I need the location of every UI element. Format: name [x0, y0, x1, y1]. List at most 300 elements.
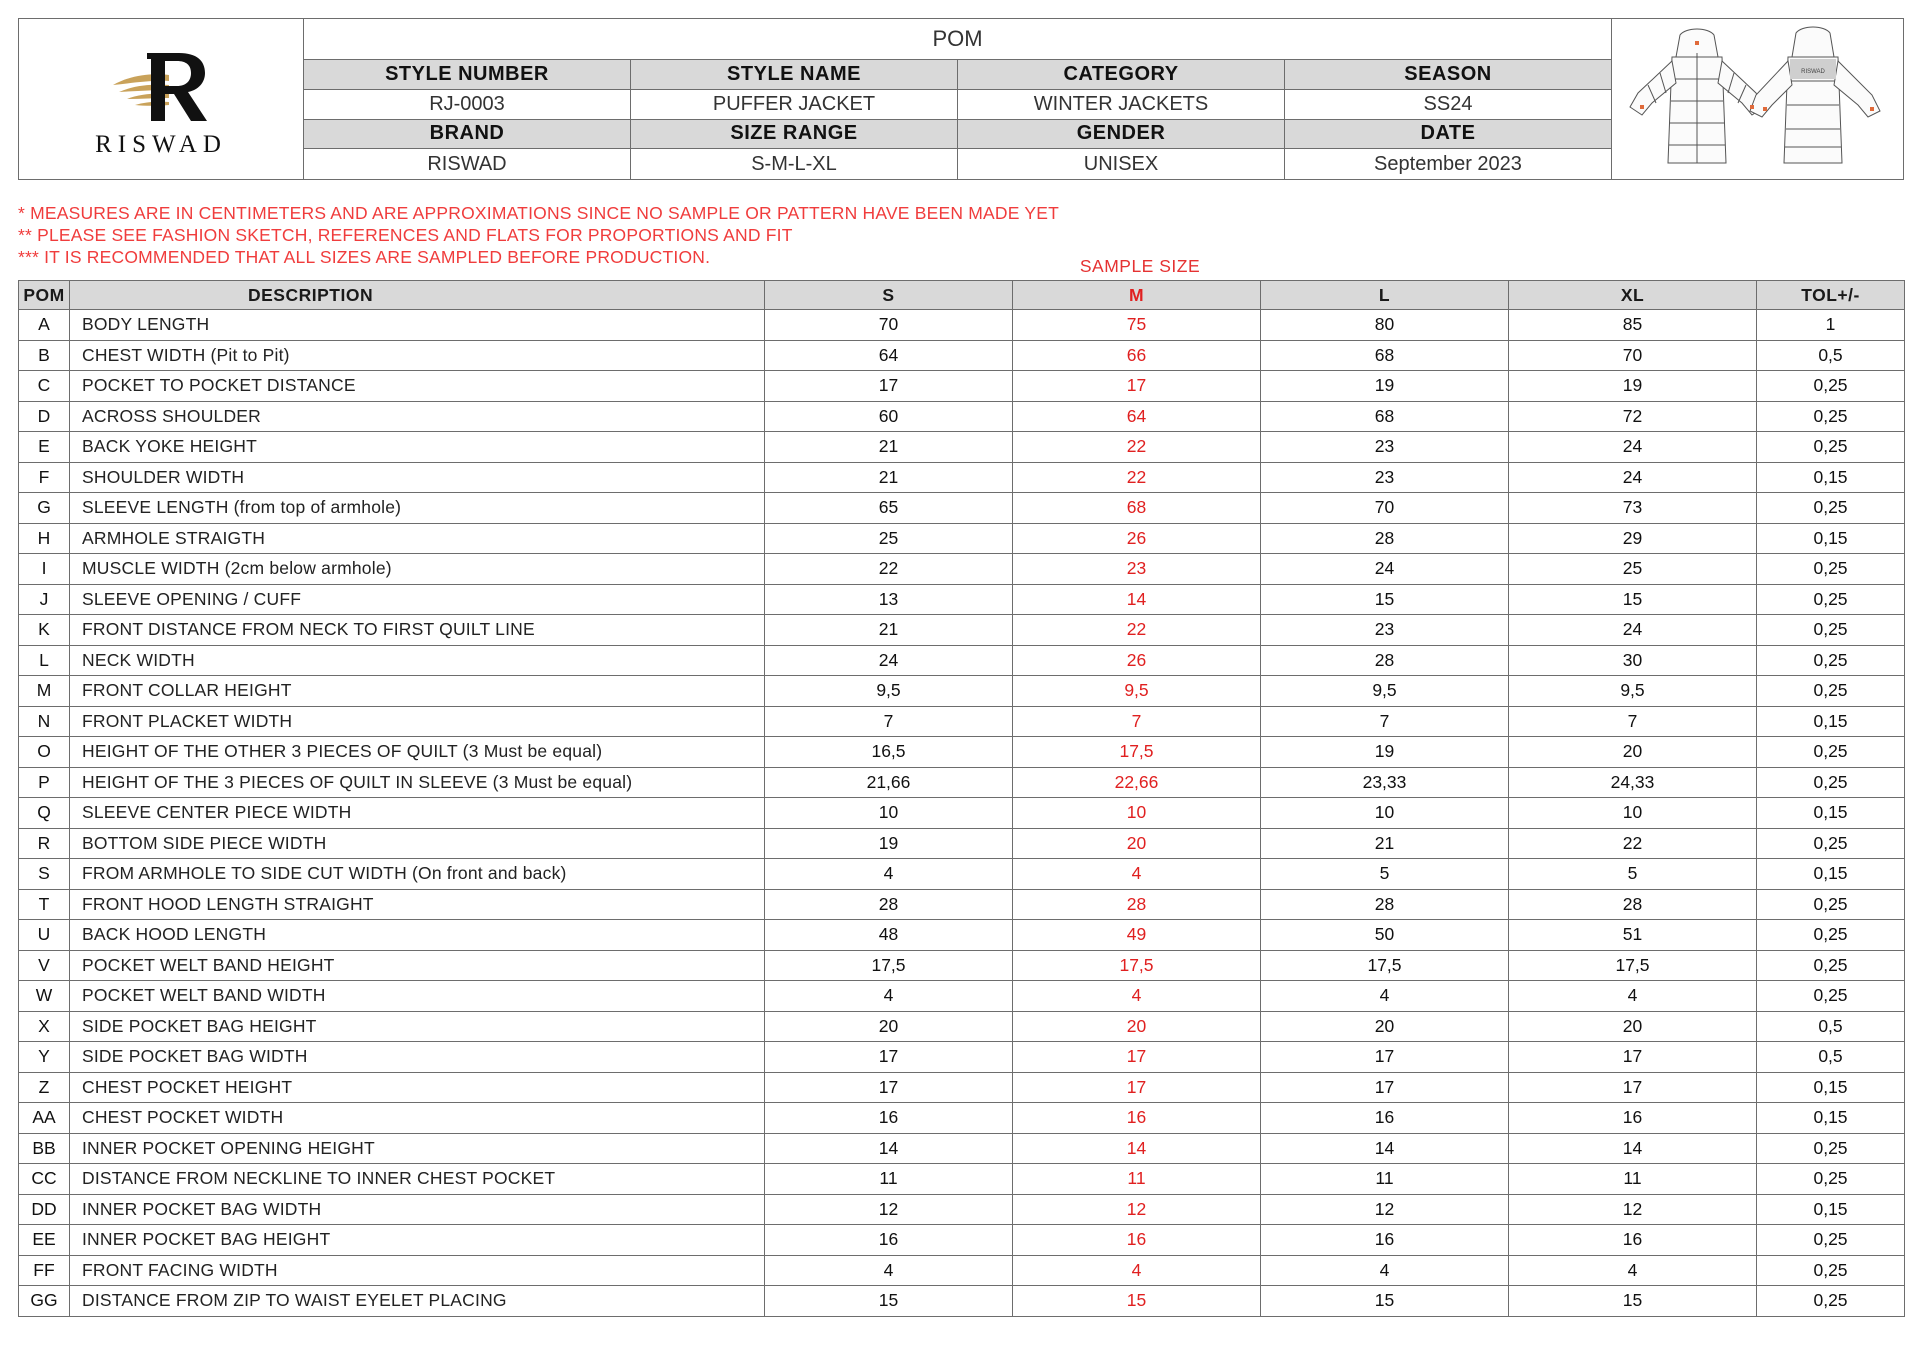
size-xl-cell: 15	[1509, 1286, 1757, 1317]
size-m-cell: 14	[1013, 1133, 1261, 1164]
size-xl-cell: 25	[1509, 554, 1757, 585]
size-m-cell: 12	[1013, 1194, 1261, 1225]
pom-code-cell: J	[19, 584, 70, 615]
tolerance-cell: 0,25	[1757, 584, 1905, 615]
size-xl-cell: 29	[1509, 523, 1757, 554]
pom-code-cell: T	[19, 889, 70, 920]
size-l-cell: 23	[1261, 615, 1509, 646]
size-m-cell: 23	[1013, 554, 1261, 585]
size-xl-cell: 30	[1509, 645, 1757, 676]
info-values-row-2	[304, 149, 1611, 179]
table-row	[19, 554, 1905, 585]
description-cell: BACK HOOD LENGTH	[70, 920, 765, 951]
size-s-cell: 11	[765, 1164, 1013, 1195]
description-cell: CHEST POCKET HEIGHT	[70, 1072, 765, 1103]
size-s-cell: 48	[765, 920, 1013, 951]
table-row	[19, 615, 1905, 646]
size-xl-cell: 16	[1509, 1103, 1757, 1134]
size-l-cell: 50	[1261, 920, 1509, 951]
pom-code-cell: Q	[19, 798, 70, 829]
size-s-cell: 17,5	[765, 950, 1013, 981]
size-s-cell: 16	[765, 1225, 1013, 1256]
tolerance-cell: 0,25	[1757, 645, 1905, 676]
size-xl-cell: 19	[1509, 371, 1757, 402]
pom-code-cell: L	[19, 645, 70, 676]
description-cell: BODY LENGTH	[70, 310, 765, 341]
pom-code-cell: V	[19, 950, 70, 981]
size-l-cell: 28	[1261, 645, 1509, 676]
pom-code-cell: A	[19, 310, 70, 341]
size-l-cell: 9,5	[1261, 676, 1509, 707]
note-3: *** IT IS RECOMMENDED THAT ALL SIZES ARE SAMPLED BEFORE PRODUCTION.	[18, 247, 711, 267]
size-m-cell: 22	[1013, 462, 1261, 493]
table-row	[19, 310, 1905, 341]
size-l-cell: 7	[1261, 706, 1509, 737]
size-xl-cell: 70	[1509, 340, 1757, 371]
pom-code-cell: P	[19, 767, 70, 798]
table-row	[19, 1133, 1905, 1164]
size-l-cell: 80	[1261, 310, 1509, 341]
size-xl-cell: 4	[1509, 981, 1757, 1012]
info-values-row-1	[304, 90, 1611, 120]
pom-code-cell: F	[19, 462, 70, 493]
size-m-cell: 22,66	[1013, 767, 1261, 798]
col-header-l: L	[1261, 281, 1509, 310]
measurements-body	[19, 310, 1905, 1317]
pom-code-cell: GG	[19, 1286, 70, 1317]
description-cell: SIDE POCKET BAG WIDTH	[70, 1042, 765, 1073]
size-xl-cell: 17	[1509, 1072, 1757, 1103]
size-s-cell: 16	[765, 1103, 1013, 1134]
tolerance-cell: 0,15	[1757, 1072, 1905, 1103]
size-l-cell: 28	[1261, 889, 1509, 920]
info-labels-row-1	[304, 60, 1611, 90]
description-cell: FRONT COLLAR HEIGHT	[70, 676, 765, 707]
size-xl-cell: 72	[1509, 401, 1757, 432]
size-l-cell: 21	[1261, 828, 1509, 859]
size-l-cell: 68	[1261, 340, 1509, 371]
pom-code-cell: K	[19, 615, 70, 646]
description-cell: SLEEVE LENGTH (from top of armhole)	[70, 493, 765, 524]
size-m-cell: 17	[1013, 371, 1261, 402]
description-cell: SLEEVE OPENING / CUFF	[70, 584, 765, 615]
note-2: ** PLEASE SEE FASHION SKETCH, REFERENCES AND FLATS FOR PROPORTIONS AND FIT	[18, 225, 793, 245]
tolerance-cell: 0,25	[1757, 371, 1905, 402]
description-cell: POCKET WELT BAND WIDTH	[70, 981, 765, 1012]
size-m-cell: 4	[1013, 981, 1261, 1012]
description-cell: SHOULDER WIDTH	[70, 462, 765, 493]
tolerance-cell: 0,25	[1757, 1286, 1905, 1317]
season-label: SEASON	[1285, 60, 1611, 90]
size-s-cell: 15	[765, 1286, 1013, 1317]
table-row	[19, 859, 1905, 890]
size-l-cell: 16	[1261, 1225, 1509, 1256]
size-l-cell: 19	[1261, 737, 1509, 768]
brand-logo-cell	[19, 19, 304, 179]
description-cell: ARMHOLE STRAIGTH	[70, 523, 765, 554]
description-cell: HEIGHT OF THE 3 PIECES OF QUILT IN SLEEVE (3 Must be equal)	[70, 767, 765, 798]
description-cell: INNER POCKET BAG WIDTH	[70, 1194, 765, 1225]
description-cell: INNER POCKET OPENING HEIGHT	[70, 1133, 765, 1164]
size-m-cell: 22	[1013, 432, 1261, 463]
size-xl-cell: 73	[1509, 493, 1757, 524]
brand-label: BRAND	[304, 120, 631, 150]
size-l-cell: 17	[1261, 1042, 1509, 1073]
tolerance-cell: 0,15	[1757, 1103, 1905, 1134]
table-row	[19, 1011, 1905, 1042]
size-l-cell: 23	[1261, 462, 1509, 493]
col-header-s: S	[765, 281, 1013, 310]
pom-code-cell: EE	[19, 1225, 70, 1256]
description-cell: MUSCLE WIDTH (2cm below armhole)	[70, 554, 765, 585]
tolerance-cell: 0,25	[1757, 981, 1905, 1012]
jacket-sketch-cell	[1612, 19, 1903, 179]
size-s-cell: 13	[765, 584, 1013, 615]
col-header-xl: XL	[1509, 281, 1757, 310]
size-s-cell: 25	[765, 523, 1013, 554]
tolerance-cell: 0,25	[1757, 1164, 1905, 1195]
table-row	[19, 950, 1905, 981]
table-row	[19, 981, 1905, 1012]
table-row	[19, 1072, 1905, 1103]
pom-code-cell: AA	[19, 1103, 70, 1134]
tolerance-cell: 0,25	[1757, 1255, 1905, 1286]
size-l-cell: 19	[1261, 371, 1509, 402]
pom-code-cell: H	[19, 523, 70, 554]
tolerance-cell: 0,15	[1757, 1194, 1905, 1225]
size-m-cell: 17,5	[1013, 737, 1261, 768]
pom-code-cell: W	[19, 981, 70, 1012]
description-cell: FRONT FACING WIDTH	[70, 1255, 765, 1286]
size-s-cell: 64	[765, 340, 1013, 371]
table-row	[19, 920, 1905, 951]
table-row	[19, 523, 1905, 554]
col-header-m: M	[1013, 281, 1261, 310]
size-l-cell: 17	[1261, 1072, 1509, 1103]
size-xl-cell: 17	[1509, 1042, 1757, 1073]
measurements-table	[18, 280, 1905, 1317]
size-range-label: SIZE RANGE	[631, 120, 958, 150]
pom-code-cell: R	[19, 828, 70, 859]
size-l-cell: 11	[1261, 1164, 1509, 1195]
size-s-cell: 4	[765, 981, 1013, 1012]
size-s-cell: 4	[765, 859, 1013, 890]
description-cell: HEIGHT OF THE OTHER 3 PIECES OF QUILT (3 Must be equal)	[70, 737, 765, 768]
table-header-row	[19, 281, 1905, 310]
size-xl-cell: 7	[1509, 706, 1757, 737]
size-xl-cell: 28	[1509, 889, 1757, 920]
style-name-value: PUFFER JACKET	[631, 90, 958, 120]
description-cell: FRONT DISTANCE FROM NECK TO FIRST QUILT LINE	[70, 615, 765, 646]
size-xl-cell: 14	[1509, 1133, 1757, 1164]
size-l-cell: 12	[1261, 1194, 1509, 1225]
description-cell: INNER POCKET BAG HEIGHT	[70, 1225, 765, 1256]
tolerance-cell: 0,25	[1757, 432, 1905, 463]
size-s-cell: 20	[765, 1011, 1013, 1042]
style-number-value: RJ-0003	[304, 90, 631, 120]
size-l-cell: 17,5	[1261, 950, 1509, 981]
date-value: September 2023	[1285, 149, 1611, 179]
size-xl-cell: 22	[1509, 828, 1757, 859]
size-xl-cell: 11	[1509, 1164, 1757, 1195]
size-s-cell: 17	[765, 1042, 1013, 1073]
size-m-cell: 64	[1013, 401, 1261, 432]
size-s-cell: 24	[765, 645, 1013, 676]
col-header-pom: POM	[19, 281, 70, 310]
size-m-cell: 16	[1013, 1225, 1261, 1256]
tolerance-cell: 0,25	[1757, 920, 1905, 951]
size-s-cell: 10	[765, 798, 1013, 829]
table-row	[19, 584, 1905, 615]
tolerance-cell: 0,15	[1757, 706, 1905, 737]
size-m-cell: 15	[1013, 1286, 1261, 1317]
description-cell: SLEEVE CENTER PIECE WIDTH	[70, 798, 765, 829]
brand-monogram-icon	[111, 45, 211, 129]
pom-code-cell: N	[19, 706, 70, 737]
size-m-cell: 22	[1013, 615, 1261, 646]
table-row	[19, 798, 1905, 829]
size-xl-cell: 24,33	[1509, 767, 1757, 798]
size-xl-cell: 24	[1509, 462, 1757, 493]
pom-code-cell: G	[19, 493, 70, 524]
description-cell: POCKET WELT BAND HEIGHT	[70, 950, 765, 981]
table-row	[19, 889, 1905, 920]
size-m-cell: 20	[1013, 1011, 1261, 1042]
description-cell: BACK YOKE HEIGHT	[70, 432, 765, 463]
table-row	[19, 432, 1905, 463]
size-xl-cell: 5	[1509, 859, 1757, 890]
size-s-cell: 21	[765, 432, 1013, 463]
pom-code-cell: Y	[19, 1042, 70, 1073]
size-m-cell: 10	[1013, 798, 1261, 829]
size-m-cell: 68	[1013, 493, 1261, 524]
size-s-cell: 60	[765, 401, 1013, 432]
size-xl-cell: 24	[1509, 432, 1757, 463]
size-s-cell: 4	[765, 1255, 1013, 1286]
pom-code-cell: C	[19, 371, 70, 402]
style-number-label: STYLE NUMBER	[304, 60, 631, 90]
size-m-cell: 49	[1013, 920, 1261, 951]
size-l-cell: 68	[1261, 401, 1509, 432]
table-row	[19, 1164, 1905, 1195]
size-xl-cell: 10	[1509, 798, 1757, 829]
size-m-cell: 11	[1013, 1164, 1261, 1195]
size-l-cell: 23,33	[1261, 767, 1509, 798]
size-xl-cell: 16	[1509, 1225, 1757, 1256]
measurement-notes	[18, 202, 1059, 268]
size-m-cell: 20	[1013, 828, 1261, 859]
pom-code-cell: CC	[19, 1164, 70, 1195]
description-cell: NECK WIDTH	[70, 645, 765, 676]
brand-wordmark: RISWAD	[95, 131, 227, 158]
description-cell: SIDE POCKET BAG HEIGHT	[70, 1011, 765, 1042]
size-xl-cell: 24	[1509, 615, 1757, 646]
table-row	[19, 340, 1905, 371]
description-cell: CHEST WIDTH (Pit to Pit)	[70, 340, 765, 371]
size-l-cell: 28	[1261, 523, 1509, 554]
sketch-back-label: RISWAD	[1801, 69, 1825, 75]
size-s-cell: 21,66	[765, 767, 1013, 798]
tolerance-cell: 0,25	[1757, 1225, 1905, 1256]
size-xl-cell: 20	[1509, 1011, 1757, 1042]
table-row	[19, 767, 1905, 798]
size-l-cell: 20	[1261, 1011, 1509, 1042]
pom-code-cell: X	[19, 1011, 70, 1042]
description-cell: CHEST POCKET WIDTH	[70, 1103, 765, 1134]
pom-code-cell: FF	[19, 1255, 70, 1286]
size-s-cell: 16,5	[765, 737, 1013, 768]
size-m-cell: 75	[1013, 310, 1261, 341]
size-l-cell: 10	[1261, 798, 1509, 829]
table-row	[19, 401, 1905, 432]
size-s-cell: 12	[765, 1194, 1013, 1225]
pom-code-cell: I	[19, 554, 70, 585]
description-cell: DISTANCE FROM ZIP TO WAIST EYELET PLACING	[70, 1286, 765, 1317]
size-m-cell: 66	[1013, 340, 1261, 371]
size-l-cell: 24	[1261, 554, 1509, 585]
size-s-cell: 22	[765, 554, 1013, 585]
size-l-cell: 4	[1261, 1255, 1509, 1286]
tolerance-cell: 0,25	[1757, 615, 1905, 646]
size-xl-cell: 9,5	[1509, 676, 1757, 707]
size-l-cell: 5	[1261, 859, 1509, 890]
date-label: DATE	[1285, 120, 1611, 150]
size-s-cell: 70	[765, 310, 1013, 341]
tolerance-cell: 0,25	[1757, 401, 1905, 432]
size-m-cell: 17	[1013, 1042, 1261, 1073]
pom-title: POM	[304, 19, 1611, 60]
description-cell: ACROSS SHOULDER	[70, 401, 765, 432]
pom-code-cell: DD	[19, 1194, 70, 1225]
description-cell: FRONT HOOD LENGTH STRAIGHT	[70, 889, 765, 920]
size-l-cell: 4	[1261, 981, 1509, 1012]
tolerance-cell: 0,15	[1757, 462, 1905, 493]
tolerance-cell: 0,5	[1757, 1042, 1905, 1073]
tolerance-cell: 0,25	[1757, 950, 1905, 981]
tolerance-cell: 0,25	[1757, 737, 1905, 768]
tolerance-cell: 0,5	[1757, 1011, 1905, 1042]
size-m-cell: 17	[1013, 1072, 1261, 1103]
size-s-cell: 21	[765, 615, 1013, 646]
table-row	[19, 371, 1905, 402]
size-s-cell: 9,5	[765, 676, 1013, 707]
size-l-cell: 14	[1261, 1133, 1509, 1164]
size-s-cell: 21	[765, 462, 1013, 493]
description-cell: POCKET TO POCKET DISTANCE	[70, 371, 765, 402]
size-m-cell: 4	[1013, 859, 1261, 890]
table-row	[19, 1286, 1905, 1317]
pom-code-cell: M	[19, 676, 70, 707]
table-row	[19, 676, 1905, 707]
table-row	[19, 1103, 1905, 1134]
description-cell: FROM ARMHOLE TO SIDE CUT WIDTH (On front and back)	[70, 859, 765, 890]
puffer-jacket-sketch-icon	[1620, 23, 1900, 173]
table-row	[19, 645, 1905, 676]
description-cell: BOTTOM SIDE PIECE WIDTH	[70, 828, 765, 859]
table-row	[19, 737, 1905, 768]
size-s-cell: 7	[765, 706, 1013, 737]
tolerance-cell: 0,5	[1757, 340, 1905, 371]
tolerance-cell: 0,25	[1757, 554, 1905, 585]
style-name-label: STYLE NAME	[631, 60, 958, 90]
size-l-cell: 70	[1261, 493, 1509, 524]
size-s-cell: 17	[765, 1072, 1013, 1103]
tolerance-cell: 0,25	[1757, 493, 1905, 524]
col-header-tolerance: TOL+/-	[1757, 281, 1905, 310]
tolerance-cell: 0,15	[1757, 798, 1905, 829]
tolerance-cell: 0,25	[1757, 828, 1905, 859]
size-m-cell: 26	[1013, 645, 1261, 676]
table-row	[19, 828, 1905, 859]
pom-code-cell: BB	[19, 1133, 70, 1164]
size-xl-cell: 51	[1509, 920, 1757, 951]
category-label: CATEGORY	[958, 60, 1285, 90]
tolerance-cell: 0,25	[1757, 889, 1905, 920]
description-cell: DISTANCE FROM NECKLINE TO INNER CHEST POCKET	[70, 1164, 765, 1195]
size-m-cell: 28	[1013, 889, 1261, 920]
sample-size-label: SAMPLE SIZE	[1079, 256, 1201, 276]
gender-label: GENDER	[958, 120, 1285, 150]
size-s-cell: 17	[765, 371, 1013, 402]
size-m-cell: 14	[1013, 584, 1261, 615]
size-xl-cell: 15	[1509, 584, 1757, 615]
pom-code-cell: E	[19, 432, 70, 463]
size-s-cell: 19	[765, 828, 1013, 859]
style-info	[304, 19, 1612, 179]
size-m-cell: 9,5	[1013, 676, 1261, 707]
tolerance-cell: 1	[1757, 310, 1905, 341]
size-range-value: S-M-L-XL	[631, 149, 958, 179]
col-header-description: DESCRIPTION	[70, 281, 765, 310]
table-row	[19, 1042, 1905, 1073]
tolerance-cell: 0,15	[1757, 859, 1905, 890]
pom-code-cell: D	[19, 401, 70, 432]
size-s-cell: 14	[765, 1133, 1013, 1164]
size-l-cell: 15	[1261, 584, 1509, 615]
tolerance-cell: 0,25	[1757, 676, 1905, 707]
spec-header	[18, 18, 1904, 180]
category-value: WINTER JACKETS	[958, 90, 1285, 120]
note-1: * MEASURES ARE IN CENTIMETERS AND ARE APPROXIMATIONS SINCE NO SAMPLE OR PATTERN HAVE BEEN MADE YET	[18, 203, 1059, 223]
tolerance-cell: 0,15	[1757, 523, 1905, 554]
info-labels-row-2	[304, 120, 1611, 150]
size-s-cell: 28	[765, 889, 1013, 920]
size-l-cell: 23	[1261, 432, 1509, 463]
size-m-cell: 4	[1013, 1255, 1261, 1286]
pom-code-cell: S	[19, 859, 70, 890]
pom-code-cell: B	[19, 340, 70, 371]
size-l-cell: 16	[1261, 1103, 1509, 1134]
pom-code-cell: U	[19, 920, 70, 951]
size-xl-cell: 17,5	[1509, 950, 1757, 981]
table-row	[19, 493, 1905, 524]
table-row	[19, 1225, 1905, 1256]
size-m-cell: 17,5	[1013, 950, 1261, 981]
season-value: SS24	[1285, 90, 1611, 120]
table-row	[19, 1194, 1905, 1225]
size-m-cell: 7	[1013, 706, 1261, 737]
tolerance-cell: 0,25	[1757, 767, 1905, 798]
table-row	[19, 706, 1905, 737]
size-xl-cell: 85	[1509, 310, 1757, 341]
size-l-cell: 15	[1261, 1286, 1509, 1317]
gender-value: UNISEX	[958, 149, 1285, 179]
description-cell: FRONT PLACKET WIDTH	[70, 706, 765, 737]
table-row	[19, 462, 1905, 493]
size-s-cell: 65	[765, 493, 1013, 524]
size-m-cell: 16	[1013, 1103, 1261, 1134]
size-xl-cell: 12	[1509, 1194, 1757, 1225]
